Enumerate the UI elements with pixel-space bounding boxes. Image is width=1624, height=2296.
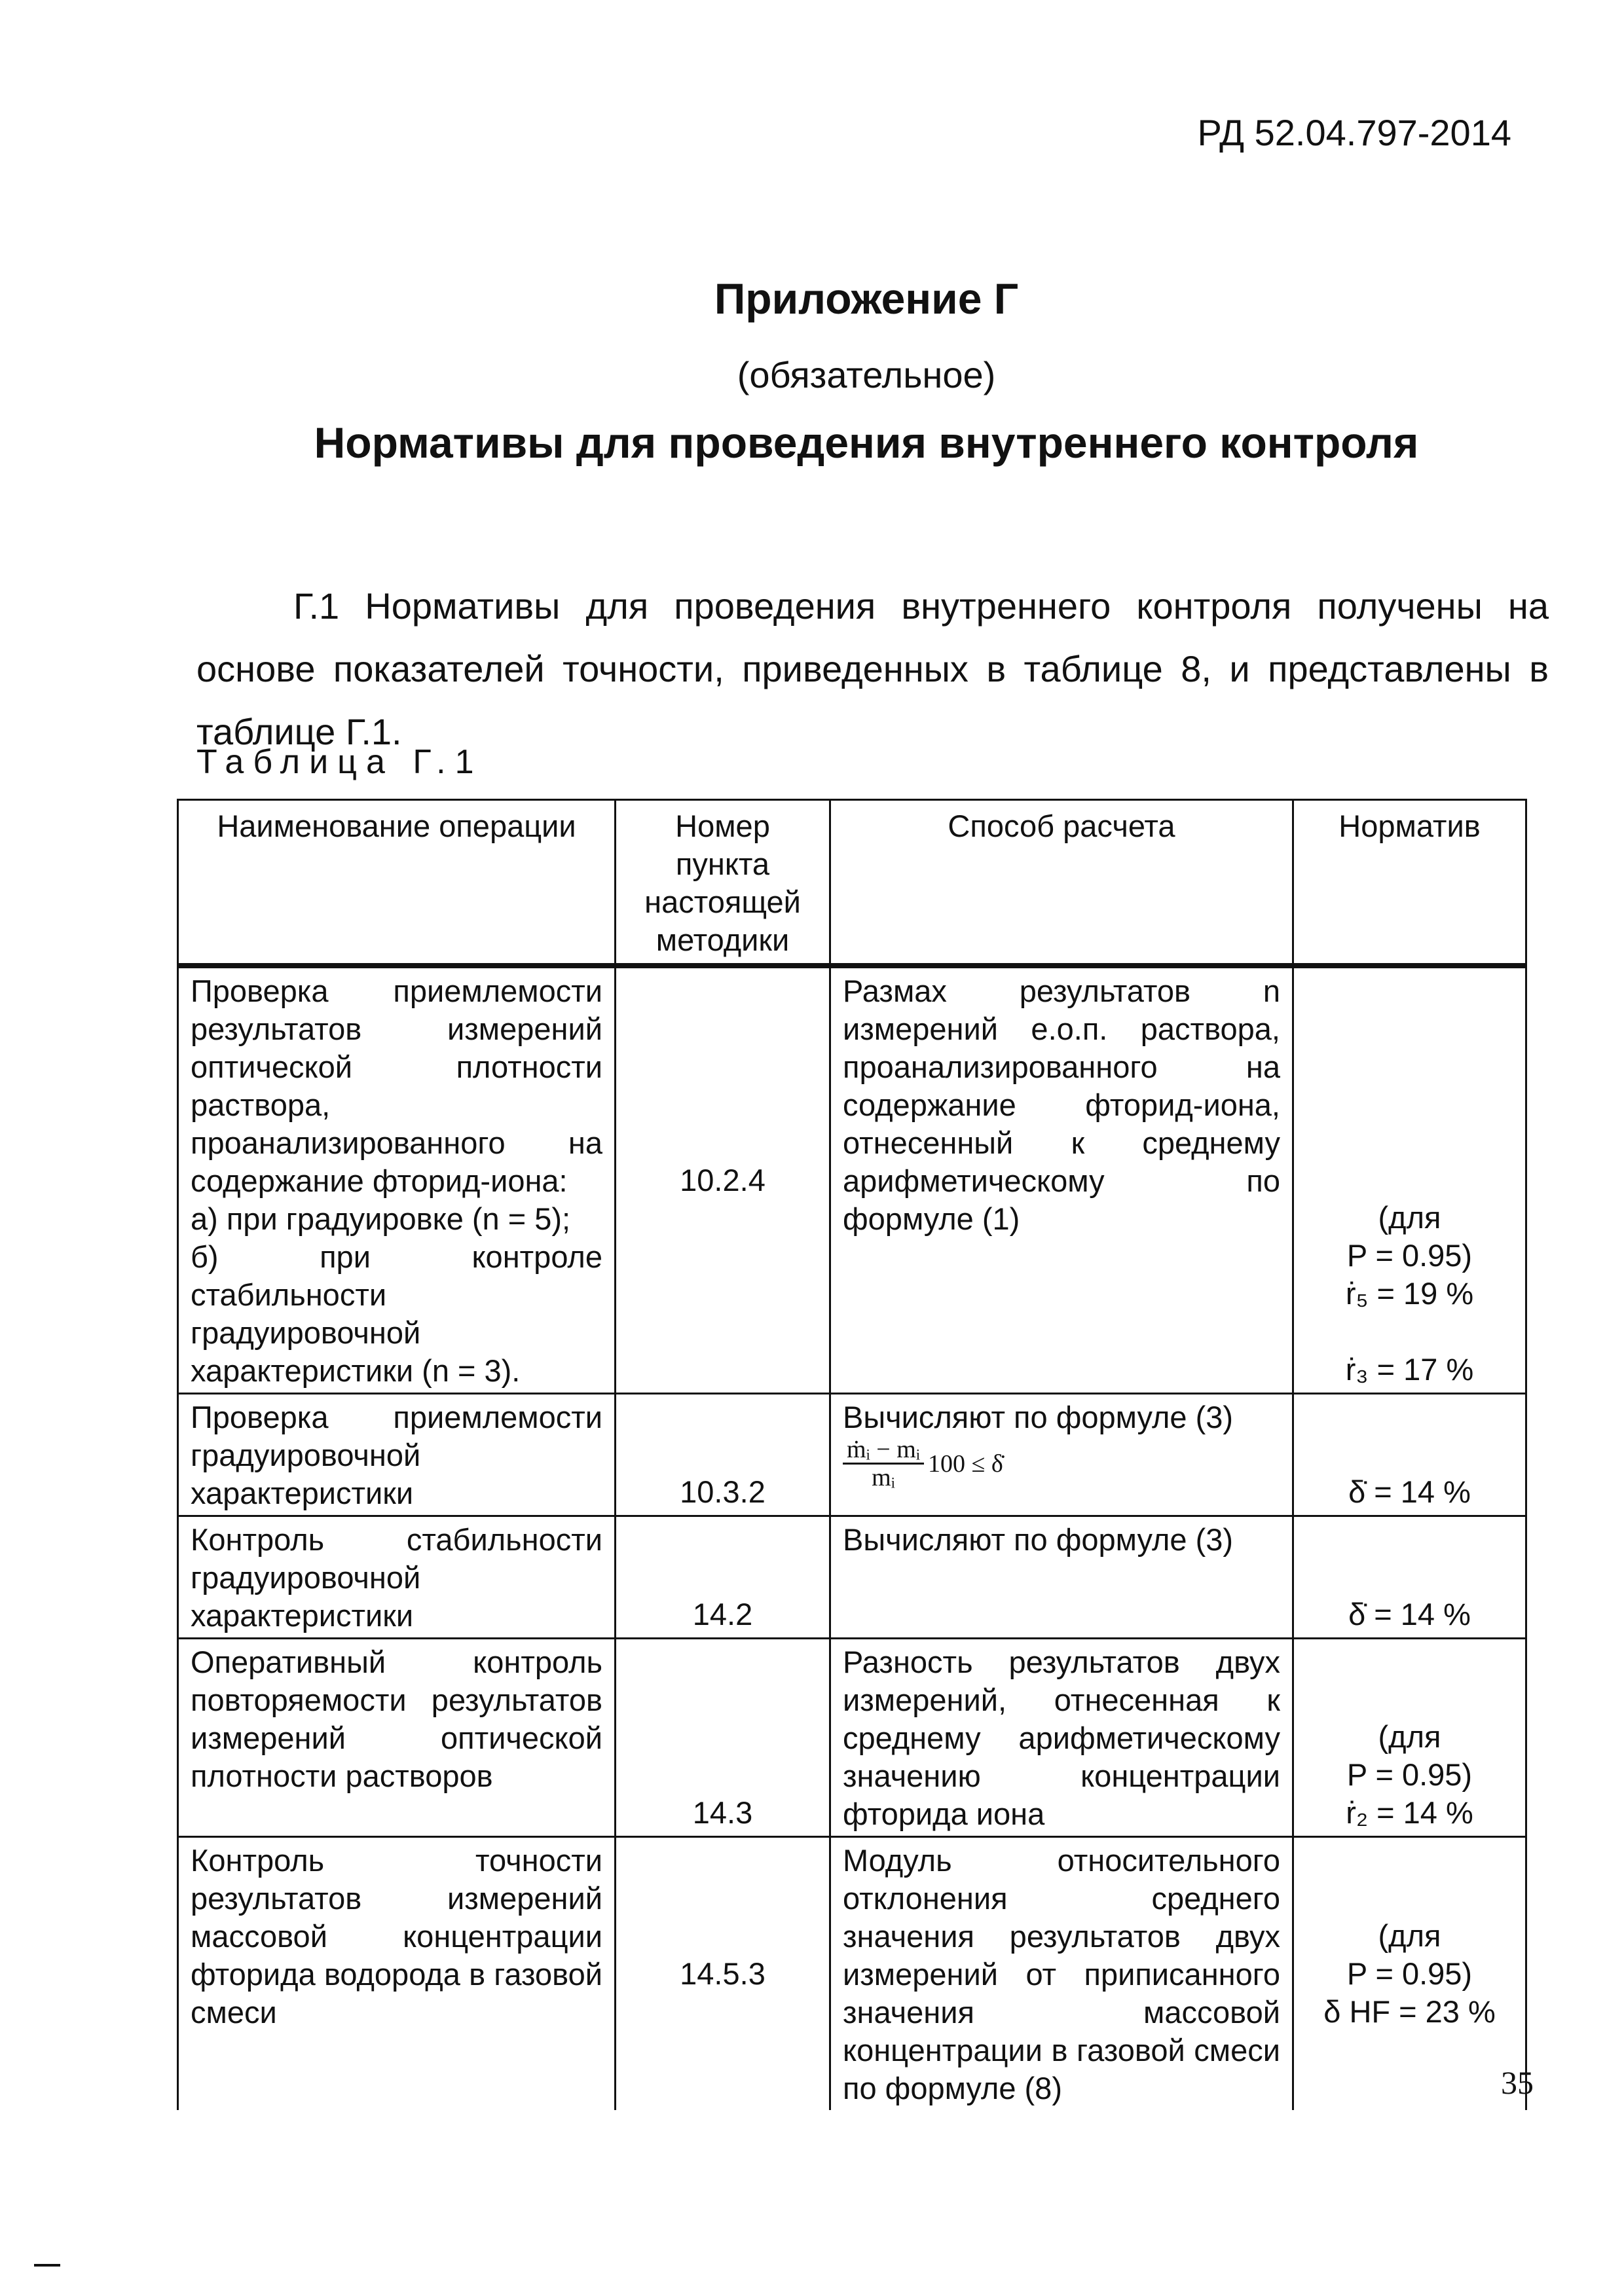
clause-number-cell: 14.2	[616, 1516, 830, 1639]
formula-numerator: ṁᵢ − mᵢ	[843, 1436, 924, 1465]
method-cell: Модуль относительного отклонения среднего значения результатов двух измерений от приписанного значения массовой концентрации в газовой смеси по формуле (8)	[830, 1837, 1293, 2111]
operation-cell	[178, 966, 616, 1394]
table-row	[178, 966, 1526, 1394]
norms-table	[177, 799, 1527, 2110]
header-clause-number: Номер пункта настоящей методики	[616, 800, 830, 966]
header-norm: Норматив	[1293, 800, 1526, 966]
operation-item-a: а) при градуировке (n = 5);	[191, 1201, 571, 1236]
header-calculation-method: Способ расчета	[830, 800, 1293, 966]
table-row	[178, 1516, 1526, 1639]
operation-cell: Оперативный контроль повторяемости результатов измерений оптической плотности растворов	[178, 1639, 616, 1837]
norm-cell	[1293, 966, 1526, 1394]
appendix-title: Приложение Г	[714, 274, 1019, 323]
header-operation: Наименование операции	[178, 800, 616, 966]
table-header-row	[178, 800, 1526, 966]
intro-paragraph: Г.1 Нормативы для проведения внутреннего контроля получены на основе показателей точности, приведенных в таблице 8, и представлены в таблице Г.1.	[196, 585, 1549, 752]
norm-line: δ̇ = 14 %	[1348, 1474, 1471, 1509]
document-code: РД 52.04.797-2014	[1197, 112, 1511, 153]
clause-number-cell: 10.2.4	[616, 966, 830, 1394]
operation-cell: Контроль точности результатов измерений массовой концентрации фторида водорода в газовой смеси	[178, 1837, 616, 2111]
operation-cell: Контроль стабильности градуировочной характеристики	[178, 1516, 616, 1639]
operation-cell: Проверка приемлемости градуировочной характеристики	[178, 1394, 616, 1516]
method-cell: Вычисляют по формуле (3)	[830, 1516, 1293, 1639]
norm-line: ṙ₃ = 17 %	[1345, 1352, 1474, 1387]
norm-line: ṙ₂ = 14 %	[1346, 1795, 1473, 1830]
method-text: Вычисляют по формуле (3)	[843, 1400, 1234, 1434]
appendix-heading: Нормативы для проведения внутреннего контроля	[314, 418, 1419, 467]
clause-number-cell: 14.3	[616, 1639, 830, 1837]
formula-tail: 100 ≤ δ̇	[927, 1449, 1003, 1478]
table-caption: Таблица Г.1	[196, 743, 483, 781]
scan-edge-mark	[34, 2264, 60, 2267]
norm-line: P = 0.95)	[1346, 1238, 1473, 1273]
norm-cell	[1293, 1837, 1526, 2111]
operation-text: Проверка приемлемости результатов измерений оптической плотности раствора, проанализированного на содержание фторид-иона:	[191, 974, 602, 1198]
norm-line: (для	[1378, 1200, 1441, 1235]
table-row	[178, 1837, 1526, 2111]
norm-line: P = 0.95)	[1346, 1757, 1473, 1792]
norm-cell	[1293, 1394, 1526, 1516]
norm-line: δ HF = 23 %	[1323, 1994, 1496, 2029]
formula-denominator: mᵢ	[872, 1464, 895, 1491]
table-row	[178, 1394, 1526, 1516]
operation-item-b: б) при контроле стабильности градуировочной характеристики (n = 3).	[191, 1239, 602, 1388]
norm-line: (для	[1378, 1918, 1441, 1953]
page-number: 35	[1501, 2064, 1534, 2101]
norm-cell	[1293, 1516, 1526, 1639]
method-cell: Размах результатов n измерений е.о.п. раствора, проанализированного на содержание фторид-иона, отнесенный к среднему арифметическому по формуле (1)	[830, 966, 1293, 1394]
appendix-status: (обязательное)	[737, 354, 996, 395]
table-row	[178, 1639, 1526, 1837]
norm-line: ṙ₅ = 19 %	[1345, 1276, 1474, 1311]
method-cell	[830, 1394, 1293, 1516]
norm-cell	[1293, 1639, 1526, 1837]
norm-line: δ̇ = 14 %	[1348, 1597, 1471, 1631]
formula-3	[843, 1436, 1003, 1491]
norm-line: (для	[1378, 1719, 1441, 1754]
clause-number-cell: 10.3.2	[616, 1394, 830, 1516]
clause-number-cell: 14.5.3	[616, 1837, 830, 2111]
norm-line: P = 0.95)	[1346, 1956, 1473, 1991]
method-cell: Разность результатов двух измерений, отнесенная к среднему арифметическому значению концентрации фторида иона	[830, 1639, 1293, 1837]
